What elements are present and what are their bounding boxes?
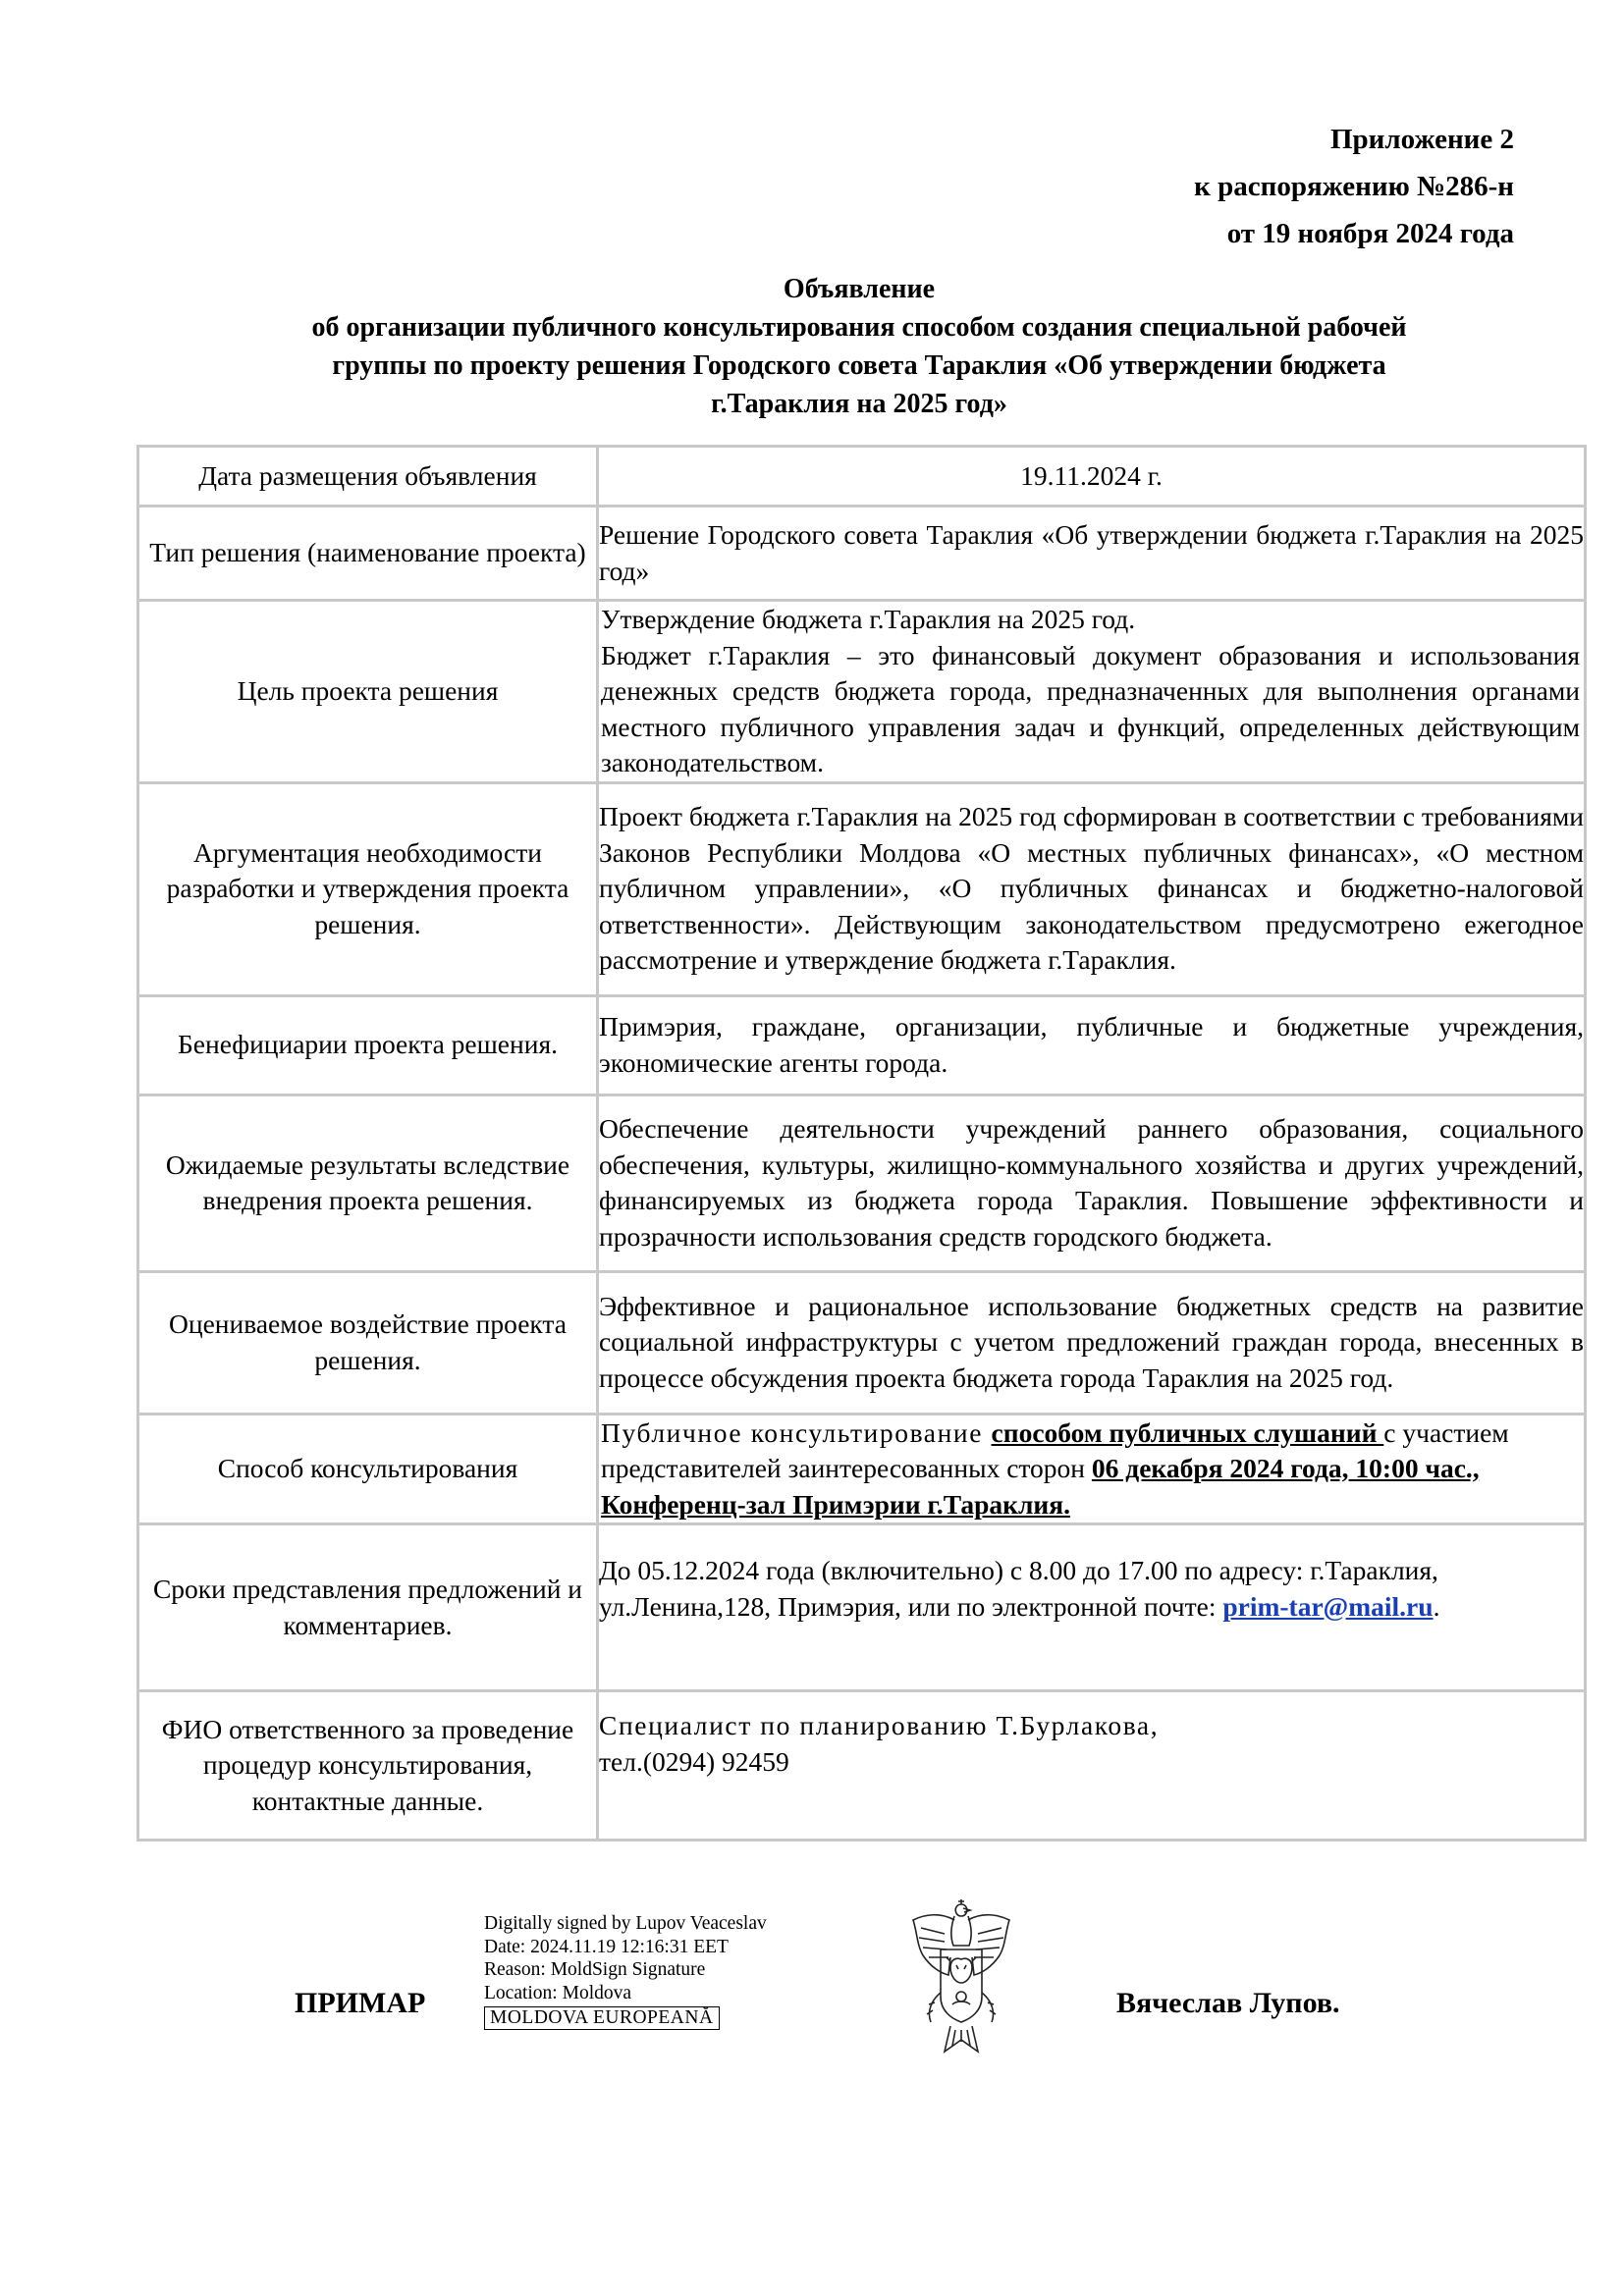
mayor-name: Вячеслав Лупов. [1116, 1987, 1340, 2019]
announcement-subtitle-1: об организации публичного консультирования способом создания специальной рабочей [311, 312, 1407, 343]
ds-signer: Digitally signed by Lupov Veaceslav [484, 1913, 767, 1934]
ds-stamp: MOLDOVA EUROPEANĂ [484, 2006, 720, 2030]
argumentation-value: Проект бюджета г.Тараклия на 2025 год сформирован в соответствии с требованиями Законов Республики Молдова «О местных публичных финансах», «О местном публичном управлении», «О публичных финансах и бюджетно-налоговой ответственности». Действующим законодательством предусмотрено ежегодное рассмотрение и утверждение бюджета г.Тараклия. [598, 782, 1586, 995]
responsible-name: Специалист по планированию Т.Бурлакова, [599, 1710, 1160, 1740]
type-label: Тип решения (наименование проекта) [138, 507, 598, 601]
annex-date: от 19 ноября 2024 года [1226, 218, 1514, 249]
method-date-place: 06 декабря 2024 года, 10:00 час., Конференц-зал Примэрии г.Тараклия. [601, 1453, 1480, 1520]
deadline-value [598, 1524, 1586, 1691]
responsible-phone: тел.(0294) 92459 [599, 1745, 789, 1777]
table-row [138, 507, 1586, 601]
table-row [138, 1414, 1586, 1524]
method-hearings: способом публичных слушаний [991, 1416, 1384, 1448]
impact-label: Оцениваемое воздействие проекта решения. [138, 1271, 598, 1414]
beneficiaries-value: Примэрия, граждане, организации, публичные и бюджетные учреждения, экономические агенты города. [598, 995, 1586, 1095]
announcement-subtitle-3: г.Тараклия на 2025 год» [711, 389, 1007, 419]
table-row [138, 1095, 1586, 1271]
table-row [138, 447, 1586, 507]
expected-results-label: Ожидаемые результаты вследствие внедрения проекта решения. [138, 1095, 598, 1271]
moldova-coat-of-arms-icon [901, 1898, 1021, 2056]
goal-value-text: Бюджет г.Тараклия – это финансовый документ образования и использования денежных средств бюджета города, предназначенных для выполнения органами местного публичного управления задач и функций, определенных действующим законодательством. [601, 639, 1580, 777]
method-participants: с участием представителей заинтересованных сторон [601, 1416, 1509, 1483]
email-link[interactable]: prim-tar@mail.ru [1222, 1590, 1434, 1622]
goal-value [598, 601, 1586, 783]
goal-value-line: Утверждение бюджета г.Тараклия на 2025 год. [601, 604, 1136, 634]
ds-reason: Reason: MoldSign Signature [484, 1959, 706, 1980]
date-value: 19.11.2024 г. [598, 447, 1586, 507]
deadline-text-end: . [1433, 1590, 1440, 1622]
announcement-subtitle-2: группы по проекту решения Городского совета Тараклия «Об утверждении бюджета [332, 350, 1386, 381]
argumentation-label: Аргументация необходимости разработки и утверждения проекта решения. [138, 782, 598, 995]
beneficiaries-label: Бенефициарии проекта решения. [138, 995, 598, 1095]
announcement-title: Объявление [783, 274, 936, 304]
deadline-text: До 05.12.2024 года (включительно) с 8.00 до 17.00 по адресу: г.Тараклия, ул.Ленина,128, Примэрия, или по электронной почте: [599, 1555, 1438, 1622]
method-label: Способ консультирования [138, 1414, 598, 1524]
method-value [598, 1414, 1586, 1524]
table-row [138, 1691, 1586, 1841]
type-value: Решение Городского совета Тараклия «Об утверждении бюджета г.Тараклия на 2025 год» [598, 507, 1586, 601]
date-label: Дата размещения объявления [138, 447, 598, 507]
announcement-heading [137, 270, 1581, 423]
table-row [138, 995, 1586, 1095]
impact-value: Эффективное и рациональное использование бюджетных средств на развитие социальной инфраструктуры с учетом предложений граждан города, внесенных в процессе обсуждения проекта бюджета города Тараклия на 2025 год. [598, 1271, 1586, 1414]
mayor-title: ПРИМАР [295, 1987, 426, 2019]
responsible-label: ФИО ответственного за проведение процедур консультирования, контактные данные. [138, 1691, 598, 1841]
table-row [138, 1524, 1586, 1691]
goal-label: Цель проекта решения [138, 601, 598, 783]
ds-location: Location: Moldova [484, 1982, 632, 2003]
table-row [138, 601, 1586, 783]
deadline-label: Сроки представления предложений и комментариев. [138, 1524, 598, 1691]
annex-header [1194, 116, 1514, 257]
method-text: Публичное консультирование [601, 1416, 992, 1448]
annex-order-ref: к распоряжению №286-н [1194, 171, 1514, 202]
expected-results-value: Обеспечение деятельности учреждений раннего образования, социального обеспечения, культуры, жилищно-коммунального хозяйства и других учреждений, финансируемых из бюджета города Тараклия. Повышение эффективности и прозрачности использования средств городского бюджета. [598, 1095, 1586, 1271]
digital-signature [484, 1912, 767, 2030]
ds-date: Date: 2024.11.19 12:16:31 EET [484, 1936, 729, 1957]
responsible-value [598, 1691, 1586, 1841]
announcement-table [136, 445, 1587, 1842]
table-row [138, 782, 1586, 995]
table-row [138, 1271, 1586, 1414]
annex-title: Приложение 2 [1330, 124, 1514, 155]
